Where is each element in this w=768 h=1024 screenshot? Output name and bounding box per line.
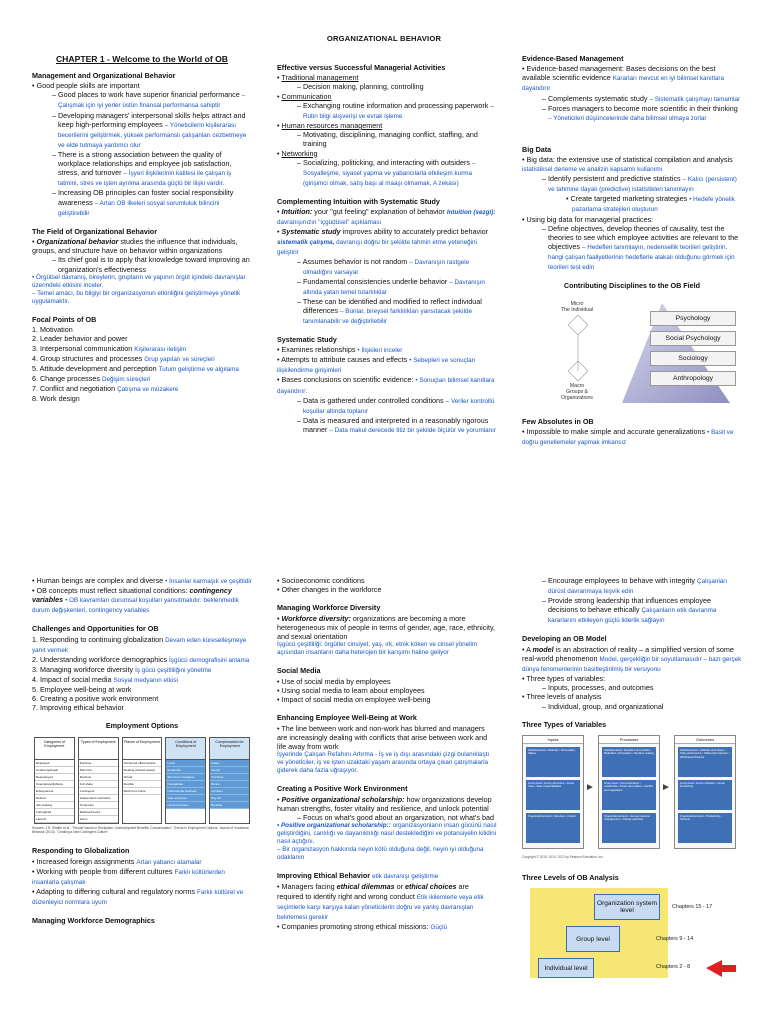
list-item: 2. Understanding workforce demographics İşgücü demografisini anlama	[32, 654, 250, 664]
variables-outcomes-column: Outcomes Individual level • Attitudes and stress • Task performance • Citizenship behavior • Withdrawal behavior Group level • Group cohesion • Group functioning Organizational level • Productivity • Survival	[674, 735, 736, 849]
red-arrow-icon	[704, 956, 738, 978]
discipline-sociology: Sociology	[650, 351, 736, 366]
section-title: Enhancing Employee Well-Being at Work	[277, 713, 417, 723]
column-1-top	[32, 54, 252, 412]
section-title: Few Absolutes in OB	[522, 416, 594, 426]
bullet: • Socioeconomic conditions	[277, 576, 365, 585]
bullet: • Use of social media by employees	[277, 676, 391, 686]
section-diversity	[277, 603, 497, 657]
employment-column	[165, 737, 206, 824]
bullet: • Three types of variables:	[522, 673, 606, 683]
translation: • Örgütsel davranış, bireylerin, grupların ve yapının örgüt içindeki davranışlar üzerindeki etkisini inceler.	[32, 273, 246, 289]
copyright-note: Copyright © 2015, 2014, 2012 by Pearson Education, Inc.	[522, 855, 604, 860]
section-globalization	[32, 846, 252, 906]
bullet: • Increased foreign assignments Artan yabancı atamalar	[32, 856, 202, 866]
employment-cell: Unemployed/jobless	[35, 781, 74, 788]
bullet: • Intuition: your "gut feeling" explanation of behavior Intuition (sezgi): davranışınızın "içgüdüsel" açıklaması	[277, 207, 496, 227]
section-ob-model	[522, 634, 742, 710]
section-title: Big Data	[522, 144, 552, 154]
section-title: Complementing Intuition with Systematic Study	[277, 196, 440, 206]
employment-cell: Local	[166, 760, 205, 767]
employment-cell: Reemployed	[35, 774, 74, 781]
disciplines-figure	[522, 297, 742, 409]
bullet: • Positive organizational scholarship: how organizations develop human strengths, foster vitality and resilience, and unlock potential	[277, 794, 492, 813]
section-well-being	[277, 713, 497, 775]
employment-cell: Temporary	[79, 802, 118, 809]
employment-cell: Job seeking	[35, 802, 74, 809]
bullet: • Systematic study improves ability to accurately predict behavior sistematik çalışma, davranışı doğru bir şekilde tahmin etme yeteneğini geliştirir	[277, 227, 489, 256]
list-item: 4. Group structures and processes Grup yapıları ve süreçleri	[32, 353, 215, 363]
section-evidence-based	[522, 54, 742, 123]
employment-column-header: Types of Employment	[79, 738, 118, 760]
figure-title: Three Types of Variables	[522, 719, 607, 729]
employment-cell: Full-time	[79, 760, 118, 767]
employment-column-header: Conditions of Employment	[166, 738, 205, 760]
chapters-label: Chapters 2 - 8	[656, 964, 691, 971]
employment-cell: Flexible	[123, 781, 162, 788]
bullet: • Organizational behavior studies the influence that individuals, groups, and structure have on behavior within organizations	[32, 236, 238, 256]
section-systematic-study	[277, 335, 497, 435]
section-title: Improving Ethical Behavior etik davranışı geliştirme	[277, 871, 439, 881]
list-item: 7. Conflict and negotiation Çatışma ve müzakere	[32, 383, 179, 393]
employment-column-header: Places of Employment	[123, 738, 162, 760]
sub-bullet: – Define objectives, develop theories of causality, test the theories to see which employee activities are relevant to the objectives – Hedefleri tanımlayın, nedensellik teorileri geliştirin, hangi çalışan faaliyetlerinin hedeflerle alakalı olduğunu görmek için teorileri test edin	[542, 223, 739, 272]
section-effective-activities	[277, 63, 497, 188]
sub-bullet: – Its chief goal is to apply that knowledge toward improving an organization's effectiveness	[52, 255, 250, 274]
employment-column-header: Categories of Employment	[35, 738, 74, 760]
list-item: 3. Managing workforce diversity İş gücü çeşitliliğini yönetme	[32, 664, 212, 674]
bullet: • Impossible to make simple and accurate generalizations • Basit ve doğru genellemeler yapmak imkansız	[522, 426, 734, 446]
bullet: • Other changes in the workforce	[277, 585, 382, 595]
variables-processes-column: Processes Individual level • Emotions and moods • Motivation • Perception • Decision making Group level • Communication • Leadership • Power and politics • Conflict and negotiation Organizational level • Human resource management • Change practices	[598, 735, 660, 849]
chapter-heading: CHAPTER 1 - Welcome to the World of OB	[55, 54, 229, 64]
sub-bullet: – Socializing, politicking, and interacting with outsiders – Sosyalleşme, siyaset yapma ve yabancılarla etkileşim kurma (girişimci olmak, satış başı al maaşı olmamak, A zekası)	[297, 157, 476, 187]
employment-cell: Intern	[79, 816, 118, 823]
section-management	[32, 71, 252, 218]
sub-bullet: – Identify persistent and predictive statistics – Kalıcı (persistent) ve tahmine dayalı (predictive) istatistikleri tanımlayın	[542, 174, 737, 194]
employment-column-header: Compensation for Employment	[210, 738, 249, 760]
employment-cell: Entrepreneur	[35, 788, 74, 795]
section-title: Systematic Study	[277, 335, 337, 345]
bullet: • The line between work and non-work has blurred and managers are increasingly dealing with conflicts that arise between work and life away from work	[277, 723, 488, 751]
bullet: • A model is an abstraction of reality – a simplified version of some real-world phenomenon Model, gerçekliğin bir soyutlamasıdır – bazı gerçek dünya fenomenlerinin basitleştirilmiş bir versiyonu	[522, 644, 742, 673]
employment-cell: Short-term assignee	[166, 774, 205, 781]
section-field-of-ob	[32, 227, 252, 306]
levels-figure	[522, 886, 738, 978]
employment-cell: Benefits	[210, 802, 249, 809]
employment-cell: Overtime	[210, 774, 249, 781]
bullet: • Using social media to learn about employees	[277, 685, 425, 695]
level-group: Group level	[566, 926, 620, 952]
section-title: Management and Organizational Behavior	[32, 71, 176, 80]
sub-bullet: – Increasing OB principles can foster social responsibility awareness – Artan OB ilkeleri sosyal sorumluluk bilincini geliştirebilir	[52, 188, 234, 217]
list-item: 6. Creating a positive work environment	[32, 694, 159, 704]
bullet: • Evidence-based management: Bases decisions on the best available scientific evidence Kararları mevcut en iyi bilimsel kanıtlara dayandırır	[522, 64, 724, 93]
figure-title: Three Levels of OB Analysis	[522, 873, 619, 883]
translation: – Artan OB ilkeleri sosyal sorumluluk bilincini geliştirebilir	[58, 199, 220, 217]
list-item: 2. Leader behavior and power	[32, 334, 128, 344]
section-social-media	[277, 666, 497, 704]
translation: – Yöneticilerin kişilerarası becerilerini geliştirmek, yüksek performanslı çalışanları cezbetmeye ve elde tutmaya yardımcı olur	[58, 121, 247, 149]
sub-bullet: – Individual, group, and organizational	[542, 701, 664, 711]
bullet: • Three levels of analysis	[522, 692, 602, 702]
employment-cell: Visa employee	[166, 795, 205, 802]
chapters-label: Chapters 15 - 17	[672, 904, 713, 911]
section-title: Evidence-Based Management	[522, 54, 624, 63]
list-item: 8. Work design	[32, 393, 80, 403]
variables-inputs-column: Inputs Individual level • Diversity • Personality • Values Group level • Group structures • Group roles • Team responsibilities Organizational level • Structure • Culture	[522, 735, 584, 849]
section-title: Focal Points of OB	[32, 315, 97, 325]
translation: – Bir organizasyon hakkında neyin kötü olduğuna değil, neyin iyi olduğuna odaklanın	[277, 846, 484, 862]
sub-bullet: – These can be identified and modified to reflect individual differences – Bunlar, bireysel farklılıkları yansıtacak şekilde tanımlanabilir ve değiştirilebilir	[297, 296, 482, 326]
section-challenges	[32, 624, 252, 712]
sub-bullet: – Encourage employees to behave with integrity Çalışanları dürüst davranmaya teşvik edin	[542, 576, 728, 596]
sub-bullet: – Assumes behavior is not random – Davranışın rastgele olmadığını varsayar	[297, 256, 470, 276]
employment-cell: Independent contractor	[79, 795, 118, 802]
bullet: • Attempts to attribute causes and effects • Sebepleri ve sonuçları ilişkilendirme girişimleri	[277, 355, 476, 375]
employment-cell: Pay-off	[210, 795, 249, 802]
employment-cell: Reduced hours	[79, 809, 118, 816]
bullet: • Companies promoting strong ethical missions: Güçlü	[277, 921, 447, 931]
range-arrow-icon	[568, 315, 588, 381]
discipline-social-psychology: Social Psychology	[650, 331, 736, 346]
sub-bullet: – Fundamental consistencies underlie behavior – Davranışın altında yatan temel tutarlılıklar	[297, 276, 485, 296]
list-item: 1. Motivation	[32, 325, 73, 335]
sub-bullet: – Motivating, disciplining, managing conflict, staffing, and training	[297, 130, 478, 149]
employment-column	[122, 737, 163, 824]
employment-cell: Part-time	[79, 767, 118, 774]
employment-cell: Contract	[210, 788, 249, 795]
variables-figure	[522, 735, 738, 855]
employment-cell: Job share	[79, 781, 118, 788]
macro-label: Macro Groups & Organizations	[560, 382, 593, 401]
bullet: • Workforce diversity: organizations are becoming a more heterogeneous mix of people in terms of gender, age, race, ethnicity, and sexual orientation	[277, 613, 496, 642]
discipline-anthropology: Anthropology	[650, 371, 736, 386]
section-ethics-continued	[522, 576, 742, 625]
micro-label: Micro The Individual	[560, 300, 594, 313]
bullet: • OB concepts must reflect situational conditions: contingency variables • OB kavramları durumsal koşulları yansıtmalıdır: beklenmedik durum değişkenleri, contingency variables	[32, 586, 239, 615]
document-title: ORGANIZATIONAL BEHAVIOR	[326, 34, 442, 43]
employment-cell: Flextime	[79, 774, 118, 781]
translation: • Positive organizational scholarship:: organizasyonların insan gücünü nasıl geliştirdiğini, canlılığı ve dayanıklılığı nasıl desteklediğini ve potansiyelin kilidini nasıl açtığını.	[277, 822, 497, 846]
bullet: • Traditional management	[277, 73, 359, 83]
sub-bullet: – Forces managers to become more scientific in their thinking – Yöneticileri düşüncelerinde daha bilimsel olmaya zorlar	[542, 103, 738, 122]
section-intuition	[277, 197, 497, 326]
employment-cell: Bonus	[210, 781, 249, 788]
employment-cell: Retired	[35, 795, 74, 802]
column-3-bottom	[522, 576, 742, 978]
employment-cell: Expatriate	[166, 767, 205, 774]
bullet: • Human resources management	[277, 120, 383, 130]
section-ethics	[277, 871, 497, 931]
sub-bullet: – Developing managers' interpersonal skills helps attract and keep high-performing employees – Yöneticilerin kişilerarası becerilerini geliştirmek, yüksek performanslı çalışanları cezbetmeye ve elde tutmaya yardımcı olur	[52, 110, 247, 149]
sub-bullet: – Good places to work have superior financial performance – Çalışmak için iyi yerler üstün finansal performansa sahiptir	[52, 90, 246, 110]
employment-cell: Salary	[210, 760, 249, 767]
employment-cell: Flexpatriate	[166, 781, 205, 788]
employment-cell: Laid off	[35, 816, 74, 823]
translation: – Temel amacı, bu bilgiyi bir organizasyonun etkinliğini geliştirmeye yönelik uygulamaktır.	[32, 289, 241, 305]
employment-cell: International business	[166, 788, 205, 795]
sub-bullet: – Data is gathered under controlled conditions – Veriler kontrollü koşullar altında toplanır	[297, 395, 495, 415]
list-item: 1. Responding to continuing globalization Devam eden küreselleşmeye yanıt vermek	[32, 634, 247, 654]
employment-column	[78, 737, 119, 824]
employment-cell: Hourly	[210, 767, 249, 774]
column-1-bottom	[32, 576, 252, 926]
column-2-bottom	[277, 576, 497, 941]
bullet: • Big data: the extensive use of statistical compilation and analysis istatistiksel derleme ve analizin kapsamlı kullanımı	[522, 155, 733, 174]
employment-cell: Union/nonunion	[166, 802, 205, 809]
section-focal-points	[32, 315, 252, 403]
arrow-right-icon: ►	[661, 782, 671, 794]
bullet: • Using big data for managerial practices:	[522, 214, 654, 224]
bullet: • Working with people from different cultures Farklı kültürlerden insanlarla çalışmak	[32, 866, 225, 886]
bullet: • Examines relationships • İlişkileri inceler	[277, 345, 403, 355]
section-title: Challenges and Opportunities for OB	[32, 624, 159, 634]
translation: – İşyeri ilişkilerinin kalitesi ile çalışan iş tatmini, stres ve işten ayrılma arasında güçlü bir ilişki vardır.	[58, 170, 232, 188]
list-item: 5. Attitude development and perception Tutum geliştirme ve algılama	[32, 363, 239, 373]
arrow-right-icon: ►	[585, 782, 595, 794]
translation: İşgücü çeşitliliği: örgütler cinsiyet, yaş, ırk, etnik köken ve cinsel yönelim açısından insanların daha heterojen bir karışımı haline geliyor	[277, 641, 478, 657]
employment-cell: Furloughed	[35, 809, 74, 816]
sub-sub-bullet: • Create targeted marketing strategies • Hedefe yönelik pazarlama stratejileri oluşturun	[566, 194, 735, 214]
level-organization: Organization system level	[594, 894, 660, 920]
section-title: The Field of Organizational Behavior	[32, 226, 157, 236]
column-2-top	[277, 54, 497, 444]
section-title: Managing Workforce Demographics	[32, 915, 155, 925]
section-big-data	[522, 145, 742, 272]
employment-cell: Underemployed/	[35, 767, 74, 774]
sub-bullet: – Inputs, processes, and outcomes	[542, 683, 654, 693]
section-workforce-changes	[277, 576, 497, 594]
section-title: Developing an OB Model	[522, 634, 607, 644]
section-positive-environment	[277, 784, 497, 862]
list-item: 4. Impact of social media Sosyal medyanın etkisi	[32, 674, 178, 684]
bullet: • Human beings are complex and diverse • İnsanlar karmaşık ve çeşitlidir	[32, 576, 252, 585]
list-item: 3. Interpersonal communication Kişilerarası iletişim	[32, 343, 187, 353]
employment-cell: Floating (shared space)	[123, 767, 162, 774]
bullet: • Impact of social media on employee well-being	[277, 695, 431, 705]
sub-bullet: – Decision making, planning, controlling	[297, 82, 424, 92]
translation: İşyerinde Çalışan Refahını Artırma - İş ve iş dışı arasındaki çizgi bulanıklaştı ve yöneticiler, iş ve işten uzaktaki yaşam arasında ortaya çıkan çatışmalarla giderek daha fazla uğraşıyor.	[277, 751, 490, 775]
level-individual: Individual level	[538, 958, 594, 978]
employment-column	[209, 737, 250, 824]
figure-source-note: Sources: J.R. Shaffer et al., "Gender Issues in Workplace, Unemployment Benefits, Compensation", Trends in Employment Options, Journal of Vocational Behavior (2014). "Creating a New Contingent Culture".	[32, 825, 249, 834]
section-human-complexity	[32, 576, 252, 615]
bullet: • Managers facing ethical dilemmas or ethical choices are required to identify right and wrong conduct Etik ikilemlerle veya etik seçimlerle karşı karşıya kalan yöneticilerin doğru ve yanlış davranışları belirlemesi gerekir	[277, 882, 484, 921]
bullet: • Good people skills are important	[32, 81, 140, 91]
list-item: 7. Improving ethical behavior	[32, 703, 124, 713]
sub-bullet: – There is a strong association between the quality of workplace relationships and employee job satisfaction, stress, and turnover – İşyeri ilişkilerinin kalitesi ile çalışan iş tatmini, stres ve işten ayrılma arasında güçlü bir ilişki vardır.	[52, 149, 232, 188]
section-title: Creating a Positive Work Environment	[277, 784, 408, 794]
employment-options-figure	[34, 737, 250, 824]
discipline-psychology: Psychology	[650, 311, 736, 326]
employment-cell: Anchored/ office/cubicle	[123, 760, 162, 767]
list-item: 6. Change processes Değişim süreçleri	[32, 373, 151, 383]
chapters-label: Chapters 9 - 14	[656, 936, 694, 943]
employment-cell: Virtual	[123, 774, 162, 781]
translation: – Çalışmak için iyi yerler üstün finansal performansa sahiptir	[58, 92, 246, 110]
employment-cell: Work from home	[123, 788, 162, 795]
column-3-top	[522, 54, 742, 456]
sub-bullet: – Focus on what's good about an organization, not what's bad	[297, 812, 494, 822]
section-title: Managing Workforce Diversity	[277, 603, 381, 613]
employment-cell: Employed	[35, 760, 74, 767]
sub-bullet: – Complements systematic study – Sistematik çalışmayı tamamlar	[542, 93, 741, 103]
employment-cell: Contingent	[79, 788, 118, 795]
section-few-absolutes	[522, 417, 742, 447]
sub-bullet: – Exchanging routine information and processing paperwork – Rutin bilgi alışverişi ve evrak işleme	[297, 100, 494, 120]
figure-title: Contributing Disciplines to the OB Field	[563, 281, 701, 291]
sub-bullet: – Data is measured and interpreted in a reasonably rigorous manner – Data makul derecede titiz bir şekilde ölçülür ve yorumlanır	[297, 415, 496, 434]
section-title: Social Media	[277, 666, 321, 676]
sub-bullet: – Provide strong leadership that influences employee decisions to behave ethically Çalışanların etik davranma kararlarını etkileyen güçlü liderlik sağlayın	[542, 596, 717, 625]
figure-title: Employment Options	[105, 721, 179, 731]
list-item: 5. Employee well-being at work	[32, 684, 132, 694]
employment-column	[34, 737, 75, 824]
bullet: • Communication	[277, 91, 332, 101]
bullet: • Networking	[277, 148, 318, 158]
section-title: Responding to Globalization	[32, 846, 130, 856]
section-title: Effective versus Successful Managerial Activities	[277, 63, 446, 72]
bullet: • Adapting to differing cultural and regulatory norms Farklı kültürel ve düzenleyici normlara uyum	[32, 886, 244, 906]
bullet: • Bases conclusions on scientific evidence: • Sonuçları bilimsel kanıtlara dayandırır:	[277, 375, 495, 395]
